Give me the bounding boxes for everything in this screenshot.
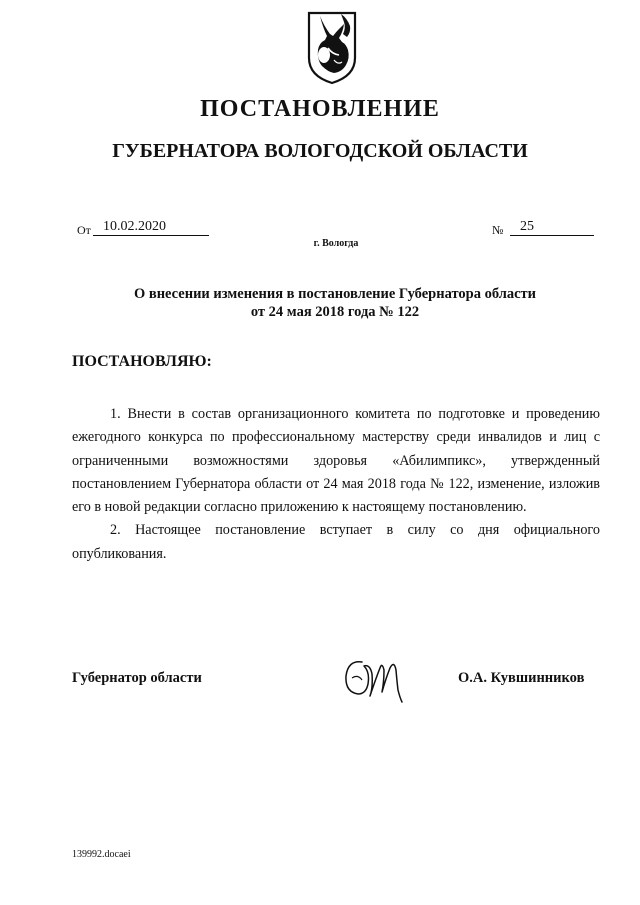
coat-of-arms-icon — [306, 10, 358, 86]
document-date: 10.02.2020 — [93, 219, 209, 236]
body-paragraph-1: 1. Внести в состав организационного комитета по подготовке и проведению ежегодного конкурса по профессиональному мастерству среди инвалидов и лиц с ограниченными возможностями здоровья «Абилимпикс», утвержденный постановлением Губернатора области от 24 мая 2018 года № 122, изменение, изложив его в новой редакции согласно приложению к настоящему постановлению. — [72, 406, 600, 516]
subject-line-2: от 24 мая 2018 года № 122 — [250, 304, 420, 320]
footer-filename: 139992.docaei — [72, 849, 131, 860]
document-body — [72, 403, 600, 566]
number-prefix: № — [492, 223, 504, 237]
document-title: ПОСТАНОВЛЕНИЕ — [200, 96, 440, 122]
document-subtitle: ГУБЕРНАТОРА ВОЛОГОДСКОЙ ОБЛАСТИ — [112, 140, 528, 162]
document-subject — [60, 285, 610, 321]
resolve-heading: ПОСТАНОВЛЯЮ: — [72, 353, 212, 370]
document-city: г. Вологда — [313, 238, 359, 249]
document-number: 25 — [510, 219, 594, 236]
handwritten-signature-icon — [340, 648, 412, 704]
signatory-position: Губернатор области — [72, 670, 202, 686]
subject-line-1: О внесении изменения в постановление Губернатора области — [133, 286, 537, 302]
body-paragraph-2: 2. Настоящее постановление вступает в силу со дня официального опубликования. — [72, 522, 600, 562]
signatory-name: О.А. Кувшинников — [458, 670, 585, 686]
date-prefix: От — [77, 223, 91, 237]
